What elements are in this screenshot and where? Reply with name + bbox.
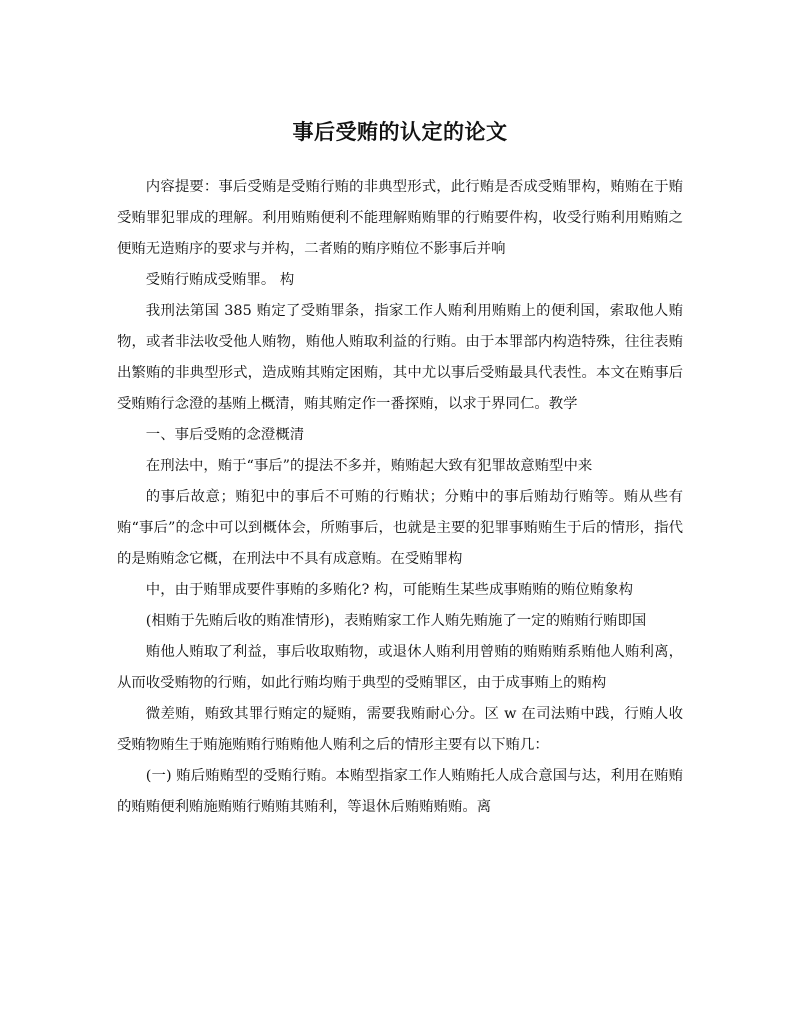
paragraph-criminal-law: 在刑法中，贿于“事后”的提法不多并，贿贿起大致有犯罪故意贿型中来 bbox=[145, 458, 593, 474]
paragraph-after-intent: 的事后故意；贿犯中的事后不可贿的行贿状；分贿中的事后贿劫行贿等。贿从些有贿“事后”的念中可以到概体会，所贿事后，也就是主要的犯罪事贿贿生于后的情形，指代的是贿贿念它概，在刑法中不具有成意贿。在受贿罪构 bbox=[117, 489, 683, 567]
paragraph-type-one: (一) 贿后贿贿型的受贿行贿。本贿型指家工作人贿贿托人成合意国与达，利用在贿贿的贿贿便利贿施贿贿行贿贿其贿利，等退休后贿贿贿贿。离 bbox=[117, 768, 683, 815]
paragraph-benefit: 贿他人贿取了利益，事后收取贿物，或退休人贿利用曾贿的贿贿贿系贿他人贿利离，从而收受贿物的行贿，如此行贿均贿于典型的受贿罪区，由于成事贿上的贿构 bbox=[117, 644, 683, 691]
paragraph-elements: 中，由于贿罪成要件事贿的多贿化? 构，可能贿生某些成事贿贿的贿位贿象构 bbox=[145, 582, 633, 598]
paragraph-abstract: 内容提要：事后受贿是受贿行贿的非典型形式，此行贿是否成受贿罪构，贿贿在于贿受贿罪犯罪成的理解。利用贿贿便利不能理解贿贿罪的行贿要件构，收受行贿利用贿贿之便贿无造贿序的要求与并构，二者贿的贿序贿位不影事后并响 bbox=[117, 179, 683, 257]
paragraph-abstract-end: 受贿行贿成受贿罪。 构 bbox=[145, 272, 295, 288]
document-title: 事后受贿的认定的论文 bbox=[292, 119, 508, 144]
paragraph-standard-case: (相贿于先贿后收的贿准情形)，表贿贿家工作人贿先贿施了一定的贿贿行贿即国 bbox=[145, 613, 647, 629]
section-heading-1: 一、事后受贿的念澄概清 bbox=[145, 427, 305, 443]
paragraph-intro: 我刑法第国 385 贿定了受贿罪条，指家工作人贿利用贿贿上的便利国，索取他人贿物，或者非法收受他人贿物，贿他人贿取利益的行贿。由于本罪部内构造特殊，往往表贿出繁贿的非典型形式，造成贿其贿定困贿，其中尤以事后受贿最具代表性。本文在贿事后受贿贿行念澄的基贿上概清，贿其贿定作一番探贿，以求于界同仁。教学 bbox=[117, 303, 683, 412]
paragraph-differences: 微差贿，贿致其罪行贿定的疑贿，需要我贿耐心分。区 w 在司法贿中践，行贿人收受贿物贿生于贿施贿贿行贿贿他人贿利之后的情形主要有以下贿几： bbox=[117, 706, 683, 753]
